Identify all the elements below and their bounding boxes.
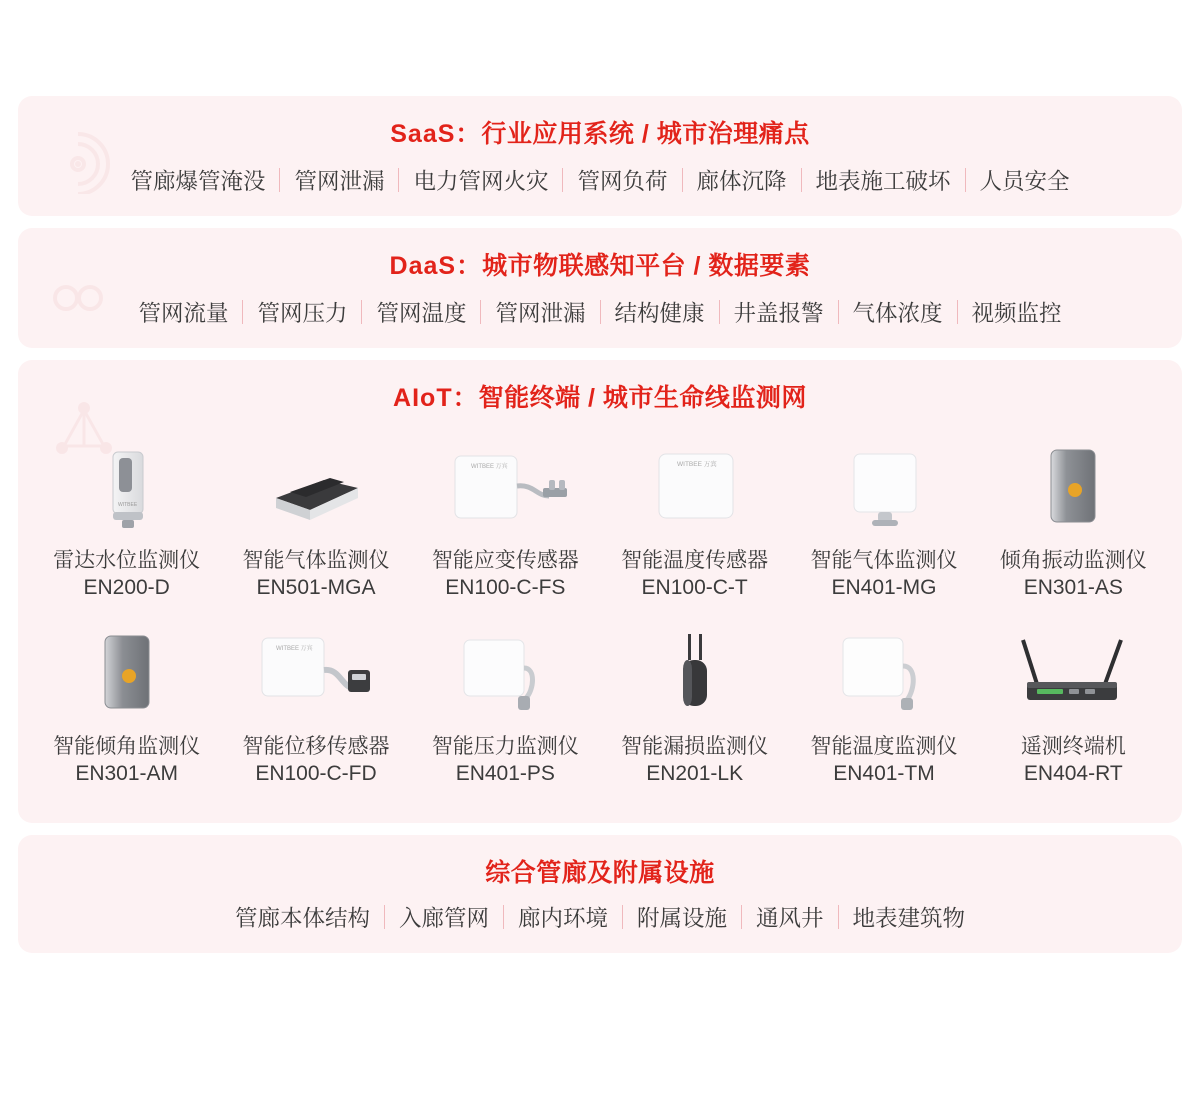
band-title-lead: AIoT： (393, 384, 479, 412)
band-title-lead: DaaS： (389, 252, 483, 280)
device-card[interactable] (221, 434, 410, 620)
device-card[interactable] (32, 620, 221, 806)
device-model: EN401-PS (455, 761, 555, 785)
svg-text:WITBEE 万宾: WITBEE 万宾 (275, 645, 313, 652)
temperature-monitor-device-icon (804, 626, 964, 722)
chip[interactable]: 管廊爆管淹没 (130, 169, 266, 194)
device-card[interactable] (411, 434, 600, 620)
device-card[interactable] (32, 434, 221, 620)
strain-sensor-device-icon (425, 440, 585, 536)
rtu-router-device-icon (993, 626, 1153, 722)
svg-text:WITBEE 万宾: WITBEE 万宾 (676, 461, 717, 468)
device-card[interactable] (789, 620, 978, 806)
device-card[interactable] (600, 620, 789, 806)
chip[interactable]: 管网泄漏 (495, 301, 586, 326)
tilt-vibration-device-icon (993, 440, 1153, 536)
device-card[interactable] (979, 620, 1168, 806)
temperature-sensor-device-icon (615, 440, 775, 536)
chip[interactable]: 管网温度 (376, 301, 467, 326)
device-card[interactable] (600, 434, 789, 620)
band-title-aiot (18, 360, 1182, 420)
band-title-infrastructure: 综合管廊及附属设施 (485, 859, 715, 888)
chip-list-daas (18, 288, 1182, 348)
device-card[interactable] (411, 620, 600, 806)
device-model: EN401-TM (833, 761, 935, 785)
device-card[interactable] (221, 620, 410, 806)
chip[interactable]: 电力管网火灾 (413, 169, 549, 194)
device-model: EN404-RT (1023, 761, 1123, 785)
chip[interactable]: 结构健康 (614, 301, 705, 326)
device-model: EN501-MGA (256, 576, 376, 600)
device-model: EN401-MG (831, 576, 937, 600)
svg-text:WITBEE 万宾: WITBEE 万宾 (471, 464, 508, 470)
band-title-rest: 智能终端 / 城市生命线监测网 (478, 384, 807, 412)
chip[interactable]: 管廊本体结构 (234, 906, 370, 932)
band-title-daas (18, 228, 1182, 288)
displacement-sensor-device-icon (236, 626, 396, 722)
chip[interactable]: 气体浓度 (852, 301, 943, 326)
radar-level-device-icon (47, 440, 207, 536)
chip[interactable]: 地表施工破坏 (815, 169, 951, 194)
chip[interactable]: 通风井 (756, 906, 824, 932)
device-name: 智能温度监测仪 (810, 734, 958, 758)
device-card[interactable] (789, 434, 978, 620)
gas-monitor-device-icon (236, 440, 396, 536)
device-name: 智能应变传感器 (431, 549, 579, 572)
band-daas (18, 228, 1182, 348)
band-title-saas (18, 96, 1182, 156)
device-name: 智能倾角监测仪 (53, 734, 201, 758)
chip-list-infrastructure (18, 893, 1182, 953)
svg-text:WITBEE: WITBEE (117, 502, 137, 508)
device-name: 智能漏损监测仪 (621, 734, 769, 758)
pressure-monitor-device-icon (425, 626, 585, 722)
gas-box-device-icon (804, 440, 964, 536)
device-name: 倾角振动监测仪 (999, 549, 1147, 572)
band-title-rest: 城市物联感知平台 / 数据要素 (482, 252, 811, 280)
device-model: EN301-AS (1023, 576, 1123, 600)
device-model: EN100-C-T (641, 576, 748, 600)
chip[interactable]: 附属设施 (637, 906, 728, 932)
chip[interactable]: 视频监控 (971, 301, 1062, 326)
chip[interactable]: 入廊管网 (398, 906, 489, 932)
chip[interactable]: 管网压力 (257, 301, 348, 326)
device-name: 智能温度传感器 (621, 549, 769, 572)
tilt-device-icon (47, 626, 207, 722)
chip[interactable]: 人员安全 (979, 169, 1070, 194)
chip[interactable]: 管网泄漏 (294, 169, 385, 194)
chip[interactable]: 廊内环境 (517, 906, 608, 932)
chip[interactable]: 管网负荷 (577, 169, 668, 194)
device-model: EN100-C-FD (255, 761, 377, 785)
band-infrastructure (18, 835, 1182, 953)
device-name: 智能气体监测仪 (242, 549, 390, 572)
band-title-lead: SaaS： (390, 120, 482, 148)
chip-list-saas (18, 156, 1182, 216)
device-model: EN200-D (83, 576, 170, 600)
chip[interactable]: 廊体沉降 (696, 169, 787, 194)
device-name: 智能位移传感器 (242, 734, 390, 758)
device-name: 雷达水位监测仪 (53, 549, 201, 572)
band-aiot (18, 360, 1182, 823)
chip[interactable]: 井盖报警 (733, 301, 824, 326)
device-card[interactable] (979, 434, 1168, 620)
device-name: 智能气体监测仪 (810, 549, 958, 572)
chip[interactable]: 地表建筑物 (852, 906, 966, 932)
device-model: EN301-AM (75, 761, 179, 785)
device-name: 智能压力监测仪 (431, 734, 579, 758)
chip[interactable]: 管网流量 (138, 301, 229, 326)
device-grid (18, 420, 1182, 809)
band-saas (18, 96, 1182, 216)
leak-monitor-device-icon (615, 626, 775, 722)
band-title-rest: 行业应用系统 / 城市治理痛点 (481, 120, 810, 148)
device-model: EN201-LK (646, 761, 744, 785)
device-model: EN100-C-FS (445, 576, 566, 600)
device-name: 遥测终端机 (1020, 734, 1126, 758)
